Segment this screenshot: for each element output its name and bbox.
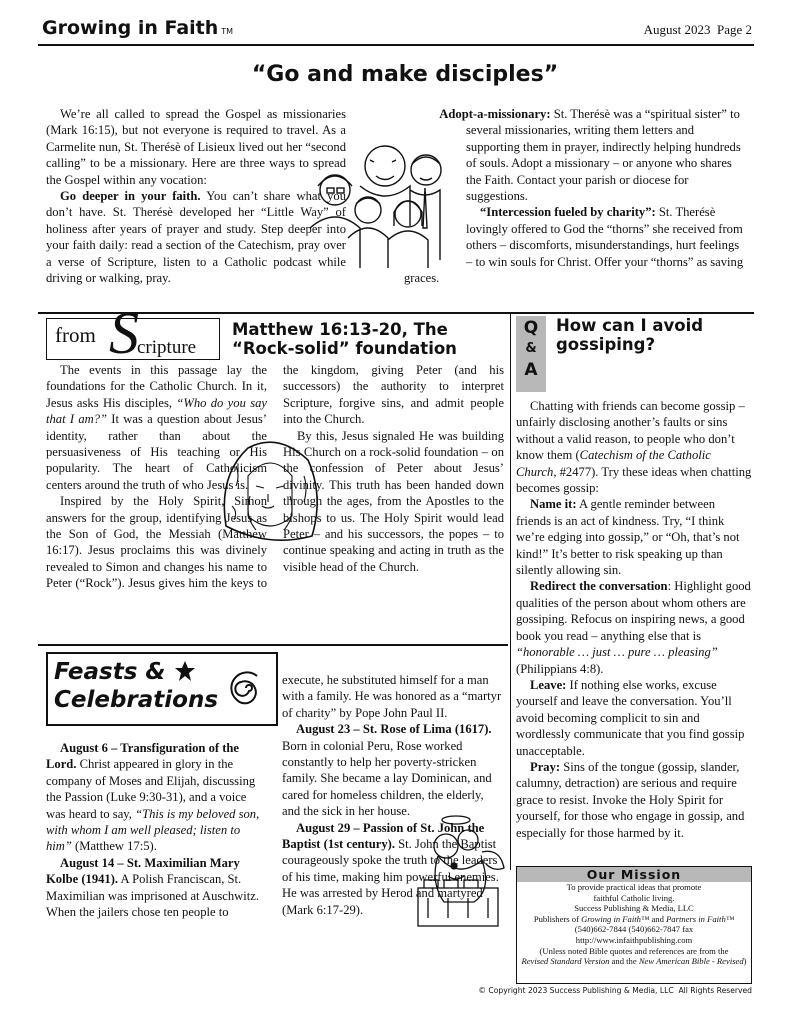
feast-aug14-lead: August 14 – St. Maximilian Mary Kolbe (1941). <box>46 855 240 887</box>
mission-box <box>516 866 752 984</box>
scripture-p1-quote: “Who do you say that I am?” <box>46 395 267 427</box>
wrap-spacer <box>404 106 466 256</box>
scripture-logo <box>46 300 220 366</box>
disciples-intro: We’re all called to spread the Gospel as missionaries (Mark 16:15), but not everyone is required to travel. As a Carmelite nun, St. Therésè of Lisieux lived out her “second calling” to be a missionary. Here are three ways to spread the Gospel within any vocation: <box>46 107 346 187</box>
section-rule-1 <box>38 312 754 314</box>
mission-l8a: Revised Standard Version <box>521 956 610 967</box>
brand-text: Growing in Faith <box>42 17 219 39</box>
feast-aug29-lead: August 29 – Passion of St. John the Baptist (1st century). <box>282 820 485 852</box>
copyright: © Copyright 2023 Success Publishing & Media, LLC All Rights Reserved <box>478 986 752 995</box>
scripture-title <box>232 320 457 358</box>
mission-line1: To provide practical ideas that promote <box>566 882 702 892</box>
qa-redirect-lead: Redirect the conversation <box>530 579 668 594</box>
qa-name-it <box>516 496 752 578</box>
feasts-title-line2: Celebrations <box>54 687 219 713</box>
qa-intro <box>516 398 752 496</box>
issue-info: August 2023 Page 2 <box>643 22 752 37</box>
feast-aug6-lead: August 6 – Transfiguration of the Lord. <box>46 741 240 772</box>
feast-aug23 <box>282 721 504 819</box>
qa-name-lead: Name it: <box>530 497 577 512</box>
feast-aug6-a: Christ appeared in glory in the company of Moses and Elijah, discussing the Passion (Luke 9:30-31), and a voice was heard to say, <box>46 757 256 821</box>
feast-aug29-body: St. John the Baptist courageously spoke the truth to the leaders of his time, making him powerful enemies. He was arrested by Herod and martyred (Mark 6:17-29). <box>282 837 499 917</box>
mission-url: http://www.infaithpublishing.com <box>575 934 693 945</box>
feast-aug29 <box>282 820 504 918</box>
qa-badge <box>516 316 546 392</box>
feasts-body <box>46 672 504 972</box>
mission-line5: (540)662-7844 (540)662-7847 fax <box>574 924 694 935</box>
feast-aug23-lead: August 23 – St. Rose of Lima (1617). <box>296 722 492 737</box>
mission-line3: Success Publishing & Media, LLC <box>574 903 694 914</box>
qa-a: A <box>524 360 538 380</box>
qa-pray <box>516 759 752 841</box>
scripture-body <box>46 362 504 638</box>
mission-line2: faithful Catholic living. <box>593 892 675 903</box>
qa-redirect <box>516 578 752 676</box>
mission-title: Our Mission <box>517 867 751 882</box>
qa-leave-body: If nothing else works, excuse yourself and leave the conversation. You’ll avoid becoming complicit to sin and wordlessly communicate that you find gossip unacceptable. <box>516 677 745 758</box>
logo-from: from <box>55 323 96 347</box>
scripture-p1 <box>46 362 267 493</box>
logo-scripture: cripture <box>137 337 197 358</box>
scripture-p3: By this, Jesus signaled He was building His Church on a rock-solid foundation – on the confession of Peter about Jesus’ divinity. This truth has been handed down through the ages, from the Apostles to the bishops to us. The Holy Spirit would lead Peter – and his successors, the popes – to continue speaking and acting in truth as the visible head of the Church. <box>283 428 504 574</box>
mission-line8 <box>517 956 751 967</box>
point-adopt-lead: Adopt-a-missionary: <box>439 107 551 121</box>
scripture-p2: Inspired by the Holy Spirit, Simon answers for the group, identifying Jesus as the Son of God, the Messiah (Matthew 16:17). Jesus proclaims this was divinely revealed to Simon and changes his name to Peter (“Rock”). Jesus gives him the keys to the kingdom, giving Peter (and his successors) the authority to interpret Scripture, forgive sins, and admit people into the Church. <box>46 363 504 591</box>
mission-l4b: Growing in Faith™ <box>581 913 650 924</box>
scripture-p1-a: The events in this passage lay the foundations for the Catholic Church. In it, Jesus asks His disciples, <box>46 363 267 410</box>
feast-aug23-body: Born in colonial Peru, Rose worked constantly to help her poverty-stricken family. She became a lay Dominican, and cared for homeless children, the elderly, and the sick in her house. <box>282 738 492 819</box>
qa-intro-cite: Catechism of the Catholic Church <box>516 448 711 479</box>
qa-title: How can I avoid gossiping? <box>556 316 704 354</box>
qa-intro-b: , #2477). Try these ideas when chatting becomes gossip: <box>516 464 752 496</box>
disciples-title: “Go and make disciples” <box>251 62 559 87</box>
qa-name-body: A gentle reminder between friends is an act of kindness. Try, “I think we’re edging into gossip,” or “Oh, that’s not kind!” It’s better to risk speaking up than silently allowing sin. <box>516 497 740 578</box>
qa-intro-a: Chatting with friends can become gossip – unfairly disclosing another’s faults or sins without a valid reason, to people who don’t know them ( <box>516 399 745 463</box>
mission-l8b: and the <box>609 956 639 967</box>
feasts-title-line1: Feasts & <box>54 659 166 685</box>
mission-l4c: and <box>649 913 667 924</box>
section-rule-2 <box>38 644 508 646</box>
point-adopt-body: St. Therésè was a “spiritual sister” to several missionaries, writing them letters and supporting them in prayer, indirectly helping hundreds of souls. Adopt a missionary – or anyone who shares the Faith. Contact your parish or diocese for suggestions. <box>466 107 741 204</box>
mission-line7: (Unless noted Bible quotes and references are from the <box>539 945 729 956</box>
mission-l8d: ) <box>743 956 747 967</box>
scripture-title-line2: “Rock-solid” foundation <box>232 339 457 358</box>
qa-amp: & <box>525 341 537 356</box>
point-deeper-body: You can’t share what you don’t have. St. Therésè developed her “Little Way” of holiness after years of prayer and study. Step deeper into your faith daily: read a section of the Catechism, pray over a verse of Scripture, listen to a Catholic podcast while driving or walking, pray. <box>46 189 346 286</box>
disciples-right-column <box>404 106 744 304</box>
column-divider <box>510 314 511 870</box>
point-intercession-lead: “Intercession fueled by charity”: <box>480 205 656 220</box>
qa-pray-lead: Pray: <box>530 759 561 774</box>
brand-name <box>42 17 233 39</box>
qa-leave-lead: Leave: <box>530 677 567 692</box>
qa-pray-body: Sins of the tongue (gossip, slander, calumny, detraction) are serious and require grace to resist. Invoke the Holy Spirit for yourself, for those who engage in gossip, and especially for those harmed by it. <box>516 759 745 840</box>
header-rule <box>38 44 754 46</box>
scripture-p1-b: It was a question about Jesus’ identity, rather than about the persuasiveness of His teaching or His popularity. The heart of Catholicism centers around the truth of who Jesus is. <box>46 412 267 492</box>
logo-s: S <box>109 300 139 366</box>
feast-aug14-body: A Polish Franciscan, St. Maximilian was imprisoned at Auschwitz. When the jailers chose ten people to execute, he substituted himself for a man with a family. He was honored as a “martyr of charity” by Pope John Paul II. <box>46 673 502 920</box>
feast-aug6 <box>46 740 268 855</box>
mission-l8c: New American Bible - Revised <box>638 956 744 967</box>
mission-line4 <box>517 914 751 925</box>
qa-redirect-b: (Philippians 4:8). <box>516 661 604 676</box>
feasts-spacer <box>46 672 268 740</box>
qa-body <box>516 398 752 850</box>
mission-l4d: Partners in Faith™ <box>666 913 735 924</box>
qa-leave <box>516 677 752 759</box>
qa-redirect-quote: “honorable … just … pure … pleasing” <box>516 645 718 660</box>
feast-aug6-quote: “This is my beloved son, with whom I am well pleased; listen to him” <box>46 806 260 854</box>
scripture-title-line1: Matthew 16:13-20, The <box>232 320 448 339</box>
point-deeper-lead: Go deeper in your faith. <box>60 189 201 204</box>
feast-aug6-b: (Matthew 17:5). <box>71 839 157 854</box>
mission-l4a: Publishers of <box>533 913 582 924</box>
qa-q: Q <box>523 318 539 338</box>
trademark: TM <box>221 27 234 36</box>
qa-redirect-a: : Highlight good qualities of the person about whom others are gossiping. Refocus on inspiring news, a good book you read – anything else that is <box>516 579 751 643</box>
point-intercession-body: St. Therésè lovingly offered to God the “thorns” she received from others – discomforts, misunderstandings, hurt feelings – to win souls for Christ. Offer your “thorns” as saving graces. <box>404 205 744 286</box>
